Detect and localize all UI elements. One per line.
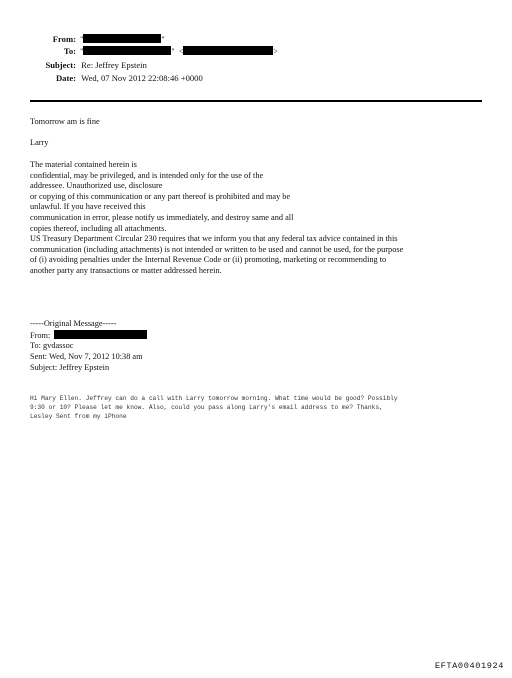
disclaimer-line: unlawful. If you have received this — [30, 202, 146, 212]
disclaimer-line: another party any transactions or matter addressed herein. — [30, 265, 222, 275]
angle-bracket: > — [273, 47, 278, 56]
date-label: Date: — [55, 73, 76, 83]
quote-mark: " — [161, 35, 165, 44]
header-subject-row — [30, 60, 147, 71]
disclaimer-line: addressee. Unauthorized use, disclosure — [30, 181, 163, 191]
disclaimer-line: confidential, may be privileged, and is intended only for the use of the — [30, 170, 264, 180]
disclaimer — [30, 160, 490, 277]
to-label: To: — [63, 46, 76, 56]
signature: Larry — [30, 138, 49, 147]
quote-mark: " — [80, 47, 84, 56]
header-from-row — [30, 34, 165, 45]
quote-mark: " — [80, 35, 84, 44]
original-body-line: Lesley Sent from my iPhone — [30, 413, 127, 420]
original-body-line: Hi Mary Ellen. Jeffrey can do a call with Larry tomorrow morning. What time would be good? Possibly — [30, 395, 398, 402]
from-label: From: — [52, 34, 76, 44]
original-message-divider: -----Original Message----- — [30, 319, 117, 328]
disclaimer-line: copies thereof, including all attachments. — [30, 223, 167, 233]
subject-label: Subject: — [45, 60, 76, 70]
header-divider — [30, 100, 482, 102]
angle-bracket: < — [178, 47, 184, 56]
redacted-recipient-email — [183, 46, 273, 55]
original-from-label: From: — [30, 331, 51, 340]
disclaimer-line: or copying of this communication or any part thereof is prohibited and may be — [30, 191, 291, 201]
redacted-sender-name — [83, 34, 161, 43]
reply-text: Tomorrow am is fine — [30, 117, 100, 126]
original-body-line: 9:30 or 10? Please let me know. Also, could you pass along Larry's email address to me? Thanks, — [30, 404, 383, 411]
disclaimer-line: The material contained herein is — [30, 160, 137, 169]
date-value: Wed, 07 Nov 2012 22:08:46 +0000 — [81, 73, 203, 83]
original-subject-line: Subject: Jeffrey Epstein — [30, 363, 110, 372]
disclaimer-line: of (i) avoiding penalties under the Internal Revenue Code or (ii) promoting, marketing or recommending to — [30, 255, 387, 265]
original-from-row — [30, 330, 147, 342]
disclaimer-line: communication in error, please notify us immediately, and destroy same and all — [30, 212, 294, 222]
redacted-recipient-name — [83, 46, 171, 55]
subject-value: Re: Jeffrey Epstein — [81, 60, 147, 70]
original-sent-line: Sent: Wed, Nov 7, 2012 10:38 am — [30, 352, 143, 361]
disclaimer-line: communication (including attachments) is not intended or written to be used and cannot be used, for the purpose — [30, 244, 404, 254]
header-date-row — [30, 73, 203, 84]
disclaimer-line: US Treasury Department Circular 230 requires that we inform you that any federal tax advice contained in this — [30, 234, 398, 244]
header-to-row — [30, 46, 278, 57]
redacted-original-sender — [54, 330, 147, 339]
document-id: EFTA00401924 — [434, 661, 504, 671]
original-body — [30, 394, 490, 421]
original-to-line: To: gvdassoc — [30, 341, 74, 350]
quote-mark: " — [171, 47, 175, 56]
